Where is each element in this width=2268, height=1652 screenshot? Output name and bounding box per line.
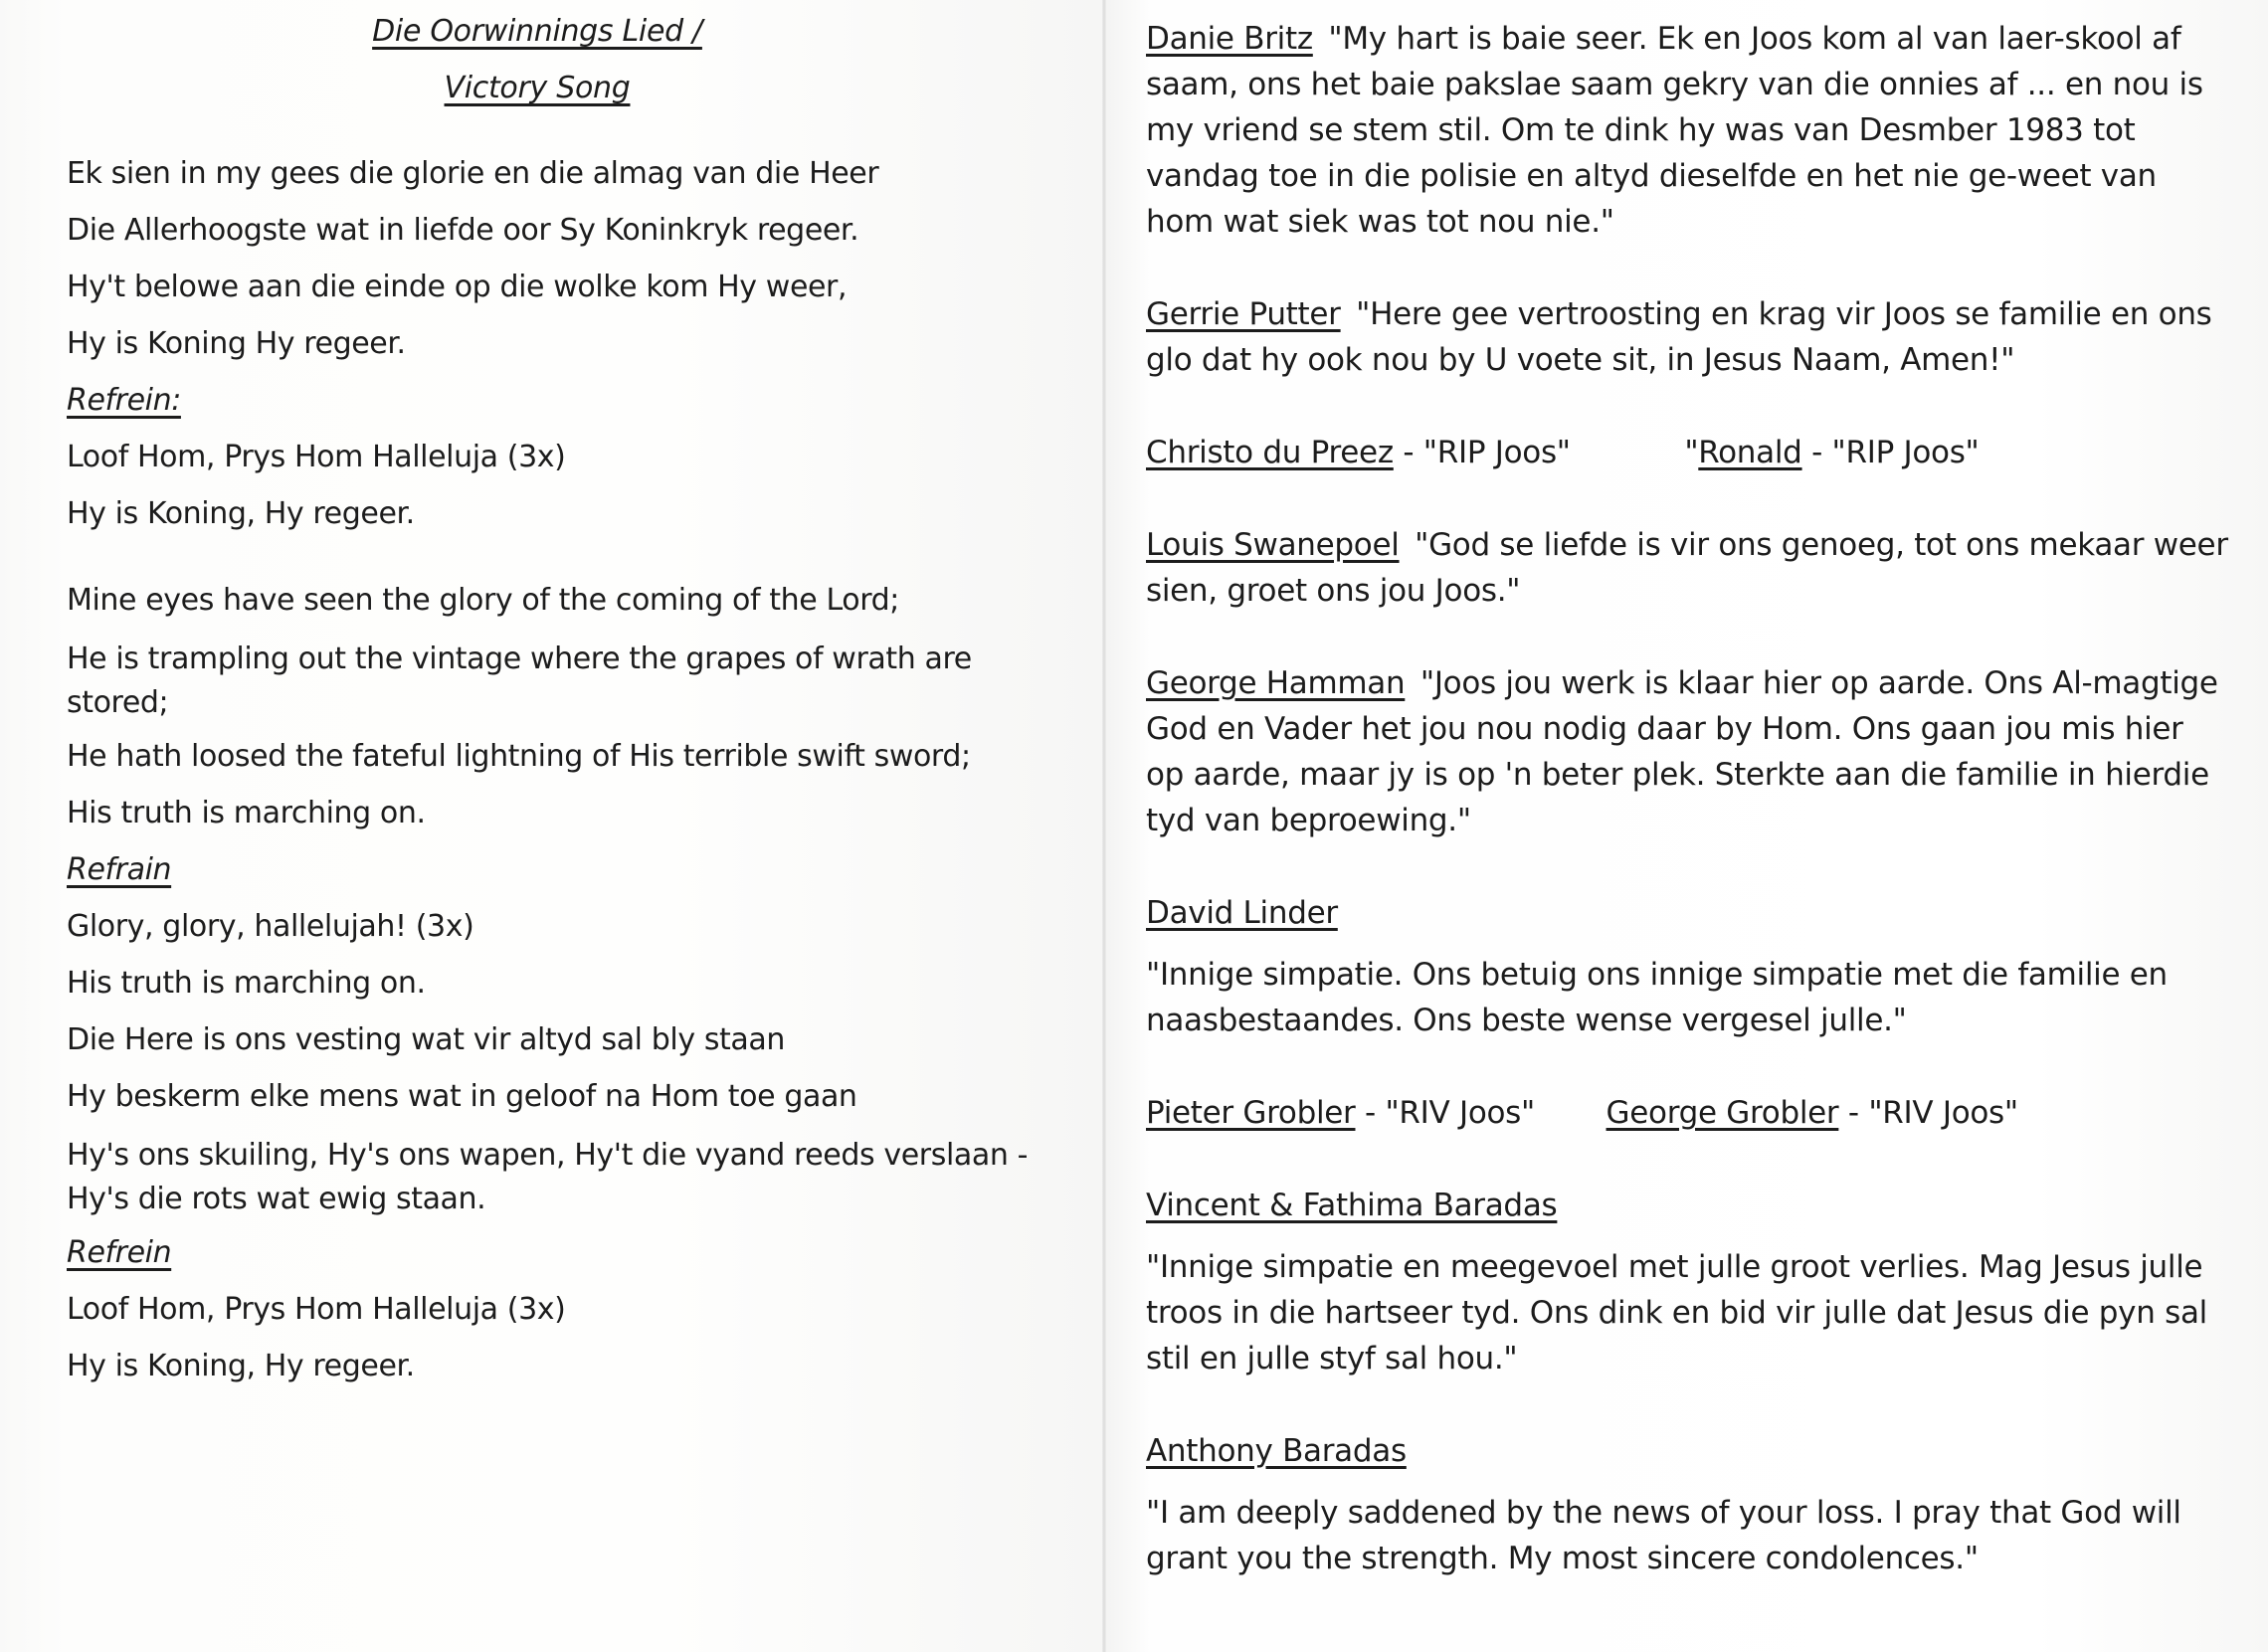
tribute-message: "Innige simpatie en meegevoel met julle groot verlies. Mag Jesus julle troos in die hartseer tyd. Ons dink en bid vir julle dat Jesus die pyn sal stil en julle styf sal hou." xyxy=(1146,1249,2207,1377)
tribute-name: Gerrie Putter xyxy=(1146,296,1341,332)
lyric-line: He is trampling out the vintage where the grapes of wrath are stored; xyxy=(67,642,972,720)
left-page xyxy=(0,0,1104,1652)
lyric-line: Die Here is ons vesting wat vir altyd sal bly staan xyxy=(67,1022,785,1057)
tribute-name-vincent-fathima-baradas: Vincent & Fathima Baradas xyxy=(1146,1188,1558,1223)
stanza-gap xyxy=(67,551,1071,581)
lyric-line: His truth is marching on. xyxy=(67,796,426,830)
tribute-name: George Grobler xyxy=(1606,1095,1839,1131)
tribute-message: - "RIV Joos" xyxy=(1355,1095,1535,1131)
tribute-message: "Joos jou werk is klaar hier op aarde. Ons Al-magtige God en Vader het jou nou nodig daar by Hom. Ons gaan jou mis hier op aarde, maar jy is op 'n beter plek. Sterkte aan die familie in hierdie tyd van beproewing." xyxy=(1146,665,2218,838)
song-title-afrikaans: Die Oorwinnings Lied / xyxy=(372,14,702,49)
tribute-message: "My hart is baie seer. Ek en Joos kom al van laer-skool af saam, ons het baie pakslae saam gekry van die onnies af ... en nou is my vriend se stem stil. Om te dink hy was van Desmber 1983 tot vandag toe in die polisie en altyd dieselfde en het nie ge-weet van hom wat siek was tot nou nie." xyxy=(1146,21,2203,240)
tribute-name: Louis Swanepoel xyxy=(1146,527,1400,563)
lyric-line: Die Allerhoogste wat in liefde oor Sy Koninkryk regeer. xyxy=(67,213,859,248)
tribute-name: George Hamman xyxy=(1146,665,1406,701)
tribute-message: "Innige simpatie. Ons betuig ons innige simpatie met die familie en naasbestaandes. Ons beste wense vergesel julle." xyxy=(1146,957,2168,1038)
tribute-second xyxy=(1684,430,1979,475)
song-title-english: Victory Song xyxy=(444,71,631,105)
tribute-message: - "RIV Joos" xyxy=(1838,1095,2018,1131)
lyric-line: Mine eyes have seen the glory of the coming of the Lord; xyxy=(67,583,899,618)
refrain-label: Refrein: xyxy=(67,383,181,418)
lyric-line: Ek sien in my gees die glorie en die almag van die Heer xyxy=(67,156,879,191)
tribute-name-david-linder: David Linder xyxy=(1146,895,1338,931)
lyric-line: Hy beskerm elke mens wat in geloof na Hom toe gaan xyxy=(67,1079,857,1114)
lyric-line: His truth is marching on. xyxy=(67,966,426,1001)
refrain-label: Refrein xyxy=(67,1235,172,1270)
tribute-name: Ronald xyxy=(1698,435,1802,470)
lyric-line: Hy's ons skuiling, Hy's ons wapen, Hy't die vyand reeds verslaan - Hy's die rots wat ewig staan. xyxy=(67,1138,1029,1216)
tribute-quote-mark: " xyxy=(1684,435,1699,470)
lyric-line: Loof Hom, Prys Hom Halleluja (3x) xyxy=(67,1292,566,1327)
tribute-christo-ronald xyxy=(1146,430,2230,475)
tribute-name: Danie Britz xyxy=(1146,21,1313,57)
lyric-line: Hy is Koning, Hy regeer. xyxy=(67,1349,415,1383)
lyric-line: Hy is Koning Hy regeer. xyxy=(67,326,406,361)
tribute-name-anthony-baradas: Anthony Baradas xyxy=(1146,1433,1407,1469)
tribute-george-hamman xyxy=(1146,660,2230,843)
tribute-message: "I am deeply saddened by the news of your loss. I pray that God will grant you the strength. My most sincere condolences." xyxy=(1146,1495,2181,1576)
refrain-label: Refrain xyxy=(67,852,172,887)
lyric-line: Hy is Koning, Hy regeer. xyxy=(67,496,415,531)
tribute-message: - "RIP Joos" xyxy=(1801,435,1980,470)
page-fold xyxy=(1102,0,1106,1652)
tribute-message: "God se liefde is vir ons genoeg, tot ons mekaar weer sien, groet ons jou Joos." xyxy=(1146,527,2228,609)
tribute-grobler-pair xyxy=(1146,1090,2230,1136)
tribute-danie-britz xyxy=(1146,16,2230,245)
song-lyrics xyxy=(67,154,1071,1403)
tribute-name: Pieter Grobler xyxy=(1146,1095,1356,1131)
tribute-gerrie-putter xyxy=(1146,291,2230,383)
tribute-name: Christo du Preez xyxy=(1146,435,1394,470)
lyric-line: He hath loosed the fateful lightning of His terrible swift sword; xyxy=(67,739,971,774)
tributes-list xyxy=(1146,16,2230,1581)
tribute-message: "Here gee vertroosting en krag vir Joos se familie en ons glo dat hy ook nou by U voete sit, in Jesus Naam, Amen!" xyxy=(1146,296,2212,378)
lyric-line: Glory, glory, hallelujah! (3x) xyxy=(67,909,474,944)
lyric-line: Loof Hom, Prys Hom Halleluja (3x) xyxy=(67,440,566,474)
lyric-line: Hy't belowe aan die einde op die wolke kom Hy weer, xyxy=(67,270,848,304)
tribute-louis-swanepoel xyxy=(1146,522,2230,614)
tribute-message: - "RIP Joos" xyxy=(1393,435,1571,470)
tribute-second xyxy=(1606,1090,2018,1136)
